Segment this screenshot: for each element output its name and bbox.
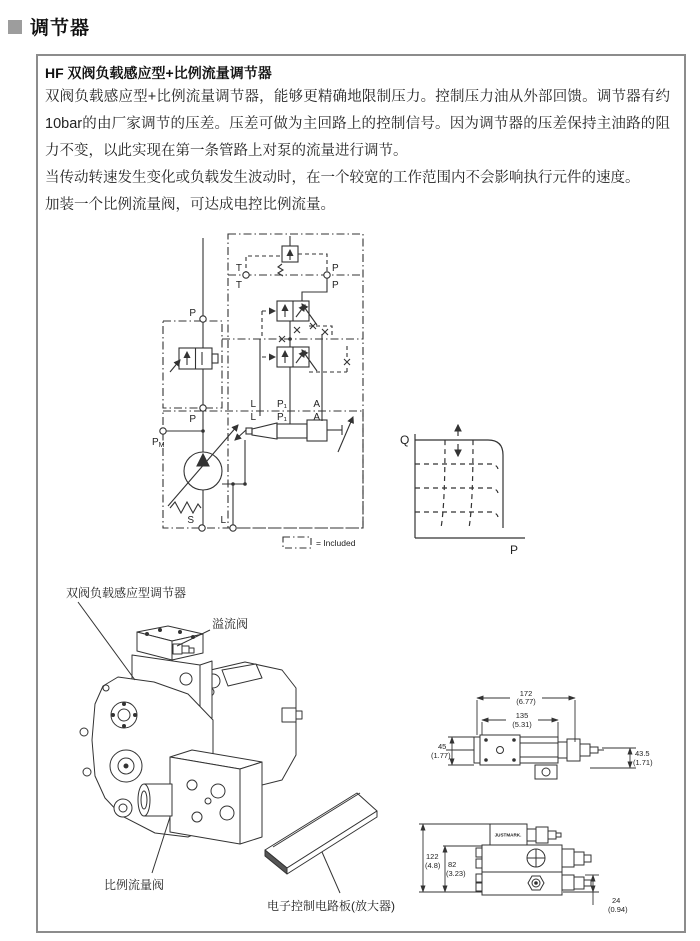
port-label-pm: $P_M$ <box>152 437 165 449</box>
dim-45: 45 <box>438 742 447 751</box>
port-label-l-bottom: L <box>220 515 226 526</box>
port-label-p-left-bottom: P <box>189 414 196 425</box>
paragraph-1: 双阀负载感应型+比例流量调节器，能够更精确地限制压力。控制压力油从外部回馈。调节器有约10bar的由厂家调节的压差。压差可做为主回路上的控制信号。因为调节器的压差保持主油路的阻力不变，以此实现在第一条管路上对泵的流量进行调节。 <box>45 89 670 159</box>
dim-43-5: 43.5 <box>635 749 650 758</box>
dim-122: 122 <box>426 852 439 861</box>
dimension-drawing-front-view <box>415 815 670 920</box>
valve-side-view-body <box>446 735 604 779</box>
proportional-valve-upper <box>262 301 332 338</box>
label-amplifier-board: 电子控制电路板(放大器) <box>267 899 395 913</box>
curve-y-label: Q <box>400 433 410 447</box>
connection-lines <box>166 238 327 525</box>
legend-box <box>283 537 311 548</box>
dim-43-5-in: (1.71) <box>633 758 653 767</box>
hydraulic-circuit-schematic <box>150 226 430 561</box>
dim-82: 82 <box>448 860 457 869</box>
body-paragraphs <box>45 84 670 219</box>
amplifier-board <box>265 793 377 874</box>
included-boundary-boxes <box>163 234 363 528</box>
paragraph-3: 加装一个比例流量阀，可达成电控比例流量。 <box>45 197 335 213</box>
curve-x-label: P <box>510 543 519 557</box>
brand-mark: JUSTMARK. <box>494 832 522 838</box>
dim-122-in: (4.8) <box>425 861 441 870</box>
page-title: 调节器 <box>30 18 91 39</box>
port-label-a-row2: A <box>313 412 320 423</box>
relief-valve-block <box>137 626 203 660</box>
dim-24-in: (0.94) <box>608 905 628 914</box>
port-label-s: S <box>187 515 194 526</box>
legend-text: = Included <box>316 538 356 548</box>
port-label-a-row1: A <box>313 399 320 410</box>
page-header <box>8 13 90 40</box>
proportional-flow-valve-symbol <box>170 348 218 372</box>
port-label-l-row2: L <box>250 412 256 423</box>
label-proportional-flow-valve: 比例流量阀 <box>104 878 165 892</box>
dim-172: 172 <box>519 689 533 698</box>
relief-valve-symbol <box>246 236 327 276</box>
dim-135-in: (5.31) <box>512 720 532 729</box>
port-label-p1-row2: P₁ <box>276 412 287 423</box>
dim-135: 135 <box>515 711 529 720</box>
port-label-p-left-top: P <box>189 308 196 319</box>
port-label-l-row1: L <box>250 399 256 410</box>
dim-45-in: (1.77) <box>431 751 451 760</box>
port-label-p1-row1: P₁ <box>276 399 287 410</box>
qp-characteristic-curve <box>398 420 530 558</box>
flow-pressure-envelope <box>415 440 503 528</box>
paragraph-2: 当传动转速发生变化或负载发生波动时，在一个较宽的工作范围内不会影响执行元件的速度。 <box>45 170 640 186</box>
dim-24: 24 <box>612 896 621 905</box>
label-relief-valve: 溢流阀 <box>212 617 249 631</box>
port-label-p-top: P <box>332 263 339 274</box>
port-connectors <box>160 272 330 531</box>
dim-172-in: (6.77) <box>516 697 536 706</box>
section-title: HF 双阀负载感应型+比例流量调节器 <box>45 65 272 81</box>
header-bullet-square <box>8 20 22 34</box>
valve-front-view-body <box>476 824 591 895</box>
port-label-p-bottom: P <box>332 280 339 291</box>
dimension-drawing-side-view <box>430 680 670 800</box>
port-label-t-top: T <box>235 263 242 274</box>
port-label-t-bottom: T <box>235 280 242 291</box>
label-regulator: 双阀负载感应型调节器 <box>66 586 187 600</box>
proportional-valve-lower <box>262 346 347 372</box>
dim-82-in: (3.23) <box>446 869 466 878</box>
adjustable-flow-lines <box>415 440 498 528</box>
